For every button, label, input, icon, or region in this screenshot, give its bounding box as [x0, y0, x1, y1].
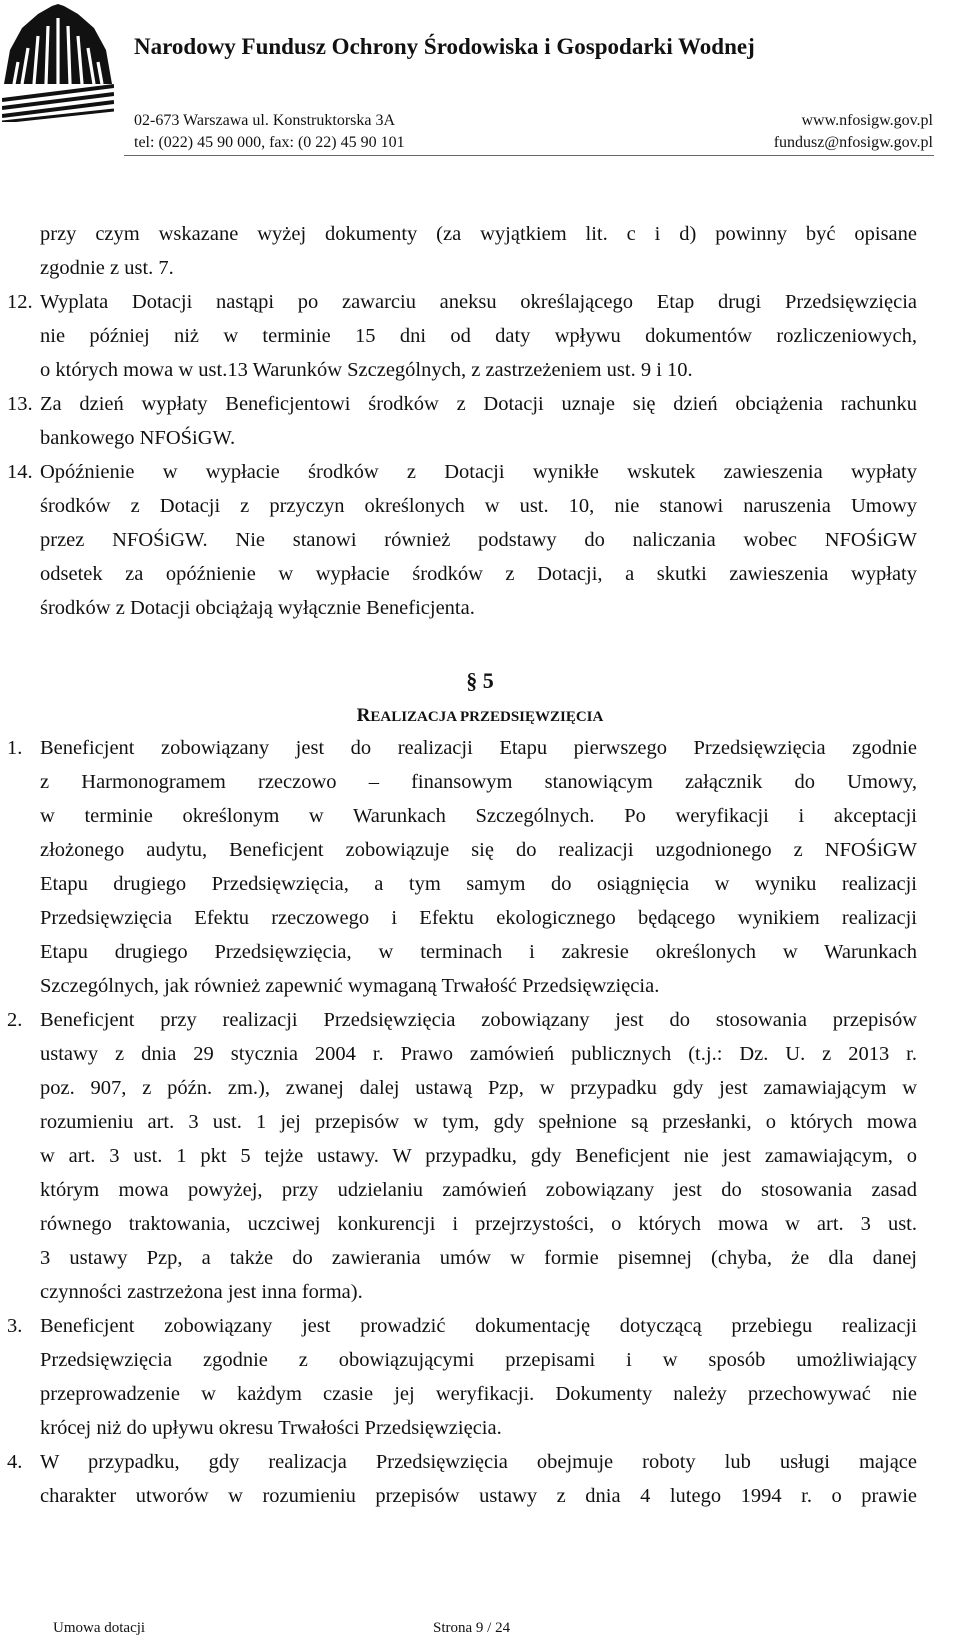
body-line: poz. 907, z późn. zm.), zwanej dalej ustawą Pzp, w przypadku gdy jest zamawiającym w [40, 1077, 917, 1099]
body-line: równego traktowania, uczciwej konkurencji i przejrzystości, o których mowa w art. 3 ust. [40, 1213, 917, 1235]
body-line: w terminie określonym w Warunkach Szczególnych. Po weryfikacji i akceptacji [40, 805, 917, 827]
item-number: 3. [7, 1315, 23, 1337]
nfosigw-logo [2, 4, 114, 122]
body-line: z Harmonogramem rzeczowo – finansowym stanowiącym załącznik do Umowy, [40, 771, 917, 793]
item-number: 2. [7, 1009, 23, 1031]
body-line: W przypadku, gdy realizacja Przedsięwzięcia obejmuje roboty lub usługi mające [40, 1451, 917, 1473]
body-line: czynności zastrzeżona jest inna forma). [40, 1281, 363, 1303]
body-line: Beneficjent przy realizacji Przedsięwzięcia zobowiązany jest do stosowania przepisów [40, 1009, 917, 1031]
organization-name: Narodowy Fundusz Ochrony Środowiska i Gospodarki Wodnej [134, 34, 755, 59]
footer-page-number: Strona 9 / 24 [433, 1620, 511, 1636]
body-line: środków z Dotacji obciążają wyłącznie Beneficjenta. [40, 597, 475, 619]
website-link[interactable]: www.nfosigw.gov.pl [801, 112, 933, 129]
body-line: bankowego NFOŚiGW. [40, 427, 236, 449]
body-line: Przedsięwzięcia zgodnie z obowiązującymi przepisami i w sposób umożliwiający [40, 1349, 917, 1371]
body-line: Opóźnienie w wypłacie środków z Dotacji wynikłe wskutek zawieszenia wypłaty [40, 461, 917, 483]
body-line: krócej niż do upływu okresu Trwałości Przedsięwzięcia. [40, 1417, 502, 1439]
item-number: 4. [7, 1451, 23, 1473]
item-number: 14. [7, 461, 33, 483]
body-line: rozumieniu art. 3 ust. 1 jej przepisów w tym, gdy spełnione są przesłanki, o których mowa [40, 1111, 917, 1133]
body-line: charakter utworów w rozumieniu przepisów ustawy z dnia 4 lutego 1994 r. o prawie [40, 1485, 917, 1507]
item-number: 13. [7, 393, 33, 415]
body-line: przy czym wskazane wyżej dokumenty (za wyjątkiem lit. c i d) powinny być opisane [40, 223, 917, 245]
email-link[interactable]: fundusz@nfosigw.gov.pl [773, 134, 933, 151]
body-line: złożonego audytu, Beneficjent zobowiązuje się do realizacji uzgodnionego z NFOŚiGW [40, 839, 917, 861]
body-line: Szczególnych, jak również zapewnić wymaganą Trwałość Przedsięwzięcia. [40, 975, 660, 997]
footer-document-title: Umowa dotacji [53, 1620, 146, 1636]
section-sign: § 5 [466, 668, 494, 693]
body-line: przeprowadzenie w każdym czasie jej weryfikacji. Dokumenty należy przechowywać nie [40, 1383, 917, 1405]
body-line: Etapu drugiego Przedsięwzięcia, w terminach i zakresie określonych w Warunkach [40, 941, 917, 963]
body-line: nie później niż w terminie 15 dni od daty wpływu dokumentów rozliczeniowych, [40, 325, 917, 347]
body-line: Wyplata Dotacji nastąpi po zawarciu aneksu określającego Etap drugi Przedsięwzięcia [40, 291, 917, 313]
body-line: ustawy z dnia 29 stycznia 2004 r. Prawo zamówień publicznych (t.j.: Dz. U. z 2013 r. [40, 1043, 917, 1065]
header-divider [124, 155, 934, 156]
body-line: o których mowa w ust.13 Warunków Szczególnych, z zastrzeżeniem ust. 9 i 10. [40, 359, 693, 381]
body-line: Przedsięwzięcia Efektu rzeczowego i Efektu ekologicznego będącego wynikiem realizacji [40, 907, 917, 929]
body-line: Beneficjent zobowiązany jest do realizacji Etapu pierwszego Przedsięwzięcia zgodnie [40, 737, 917, 759]
body-line: 3 ustawy Pzp, a także do zawierania umów w formie pisemnej (chyba, że dla danej [40, 1247, 917, 1269]
body-line: w art. 3 ust. 1 pkt 5 tejże ustawy. W przypadku, gdy Beneficjent nie jest zamawiającym, o [40, 1145, 917, 1167]
body-line: przez NFOŚiGW. Nie stanowi również podstawy do naliczania wobec NFOŚiGW [40, 529, 917, 551]
body-line: którym mowa powyżej, przy udzielaniu zamówień zobowiązany jest do stosowania zasad [40, 1179, 917, 1201]
body-line: zgodnie z ust. 7. [40, 257, 174, 279]
phone-fax: tel: (022) 45 90 000, fax: (0 22) 45 90 101 [134, 134, 405, 151]
section-title: REALIZACJA PRZEDSIĘWZIĘCIA [356, 705, 604, 726]
body-line: Beneficjent zobowiązany jest prowadzić dokumentację dotyczącą przebiegu realizacji [40, 1315, 917, 1337]
body-line: Za dzień wypłaty Beneficjentowi środków z Dotacji uznaje się dzień obciążenia rachunku [40, 393, 917, 415]
body-line: odsetek za opóźnienie w wypłacie środków z Dotacji, a skutki zawieszenia wypłaty [40, 563, 917, 585]
address: 02-673 Warszawa ul. Konstruktorska 3A [134, 112, 396, 129]
item-number: 12. [7, 291, 33, 313]
item-number: 1. [7, 737, 23, 759]
body-line: środków z Dotacji z przyczyn określonych w ust. 10, nie stanowi naruszenia Umowy [40, 495, 917, 517]
body-line: Etapu drugiego Przedsięwzięcia, a tym samym do osiągnięcia w wyniku realizacji [40, 873, 917, 895]
